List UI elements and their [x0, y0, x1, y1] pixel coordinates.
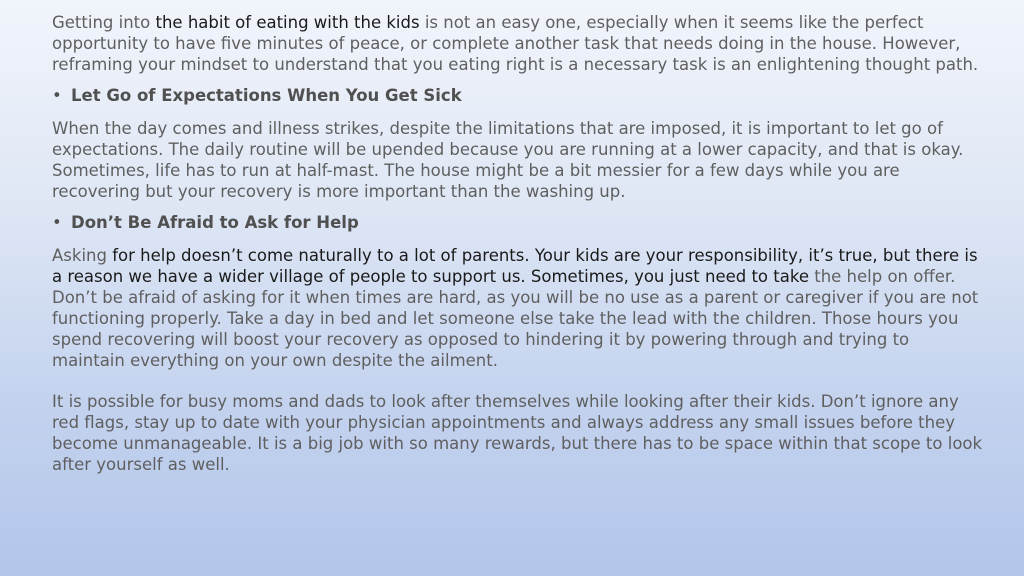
help-lead: Asking [52, 246, 113, 265]
bullet-marker: • [52, 213, 62, 232]
intro-lead: Getting into [52, 13, 156, 32]
bullet-heading-help [52, 212, 984, 233]
expectations-paragraph: When the day comes and illness strikes, despite the limitations that are imposed, it is important to let go of expectations. The daily routine will be upended because you are running at a lower capacity, and that is okay. Sometimes, life has to run at half-mast. The house might be a bit messier for a few days while you are recovering but your recovery is more important than the washing up. [52, 119, 964, 201]
bullet-heading-text: Don’t Be Afraid to Ask for Help [71, 213, 359, 232]
intro-paragraph [52, 12, 984, 75]
intro-rest: is not an easy one, especially when it seems like the perfect opportunity to have five minutes of peace, or complete another task that needs doing in the house. However, reframing your mindset to understand that you eating right is a necessary task is an enlightening thought path. [52, 13, 979, 74]
bullet-heading-expectations [52, 85, 984, 106]
closing-paragraph: It is possible for busy moms and dads to look after themselves while looking after their kids. Don’t ignore any red flags, stay up to date with your physician appointments and always address any small issues before they become unmanageable. It is a big job with so many rewards, but there has to be space within that scope to look after yourself as well. [52, 392, 983, 474]
bullet-heading-text: Let Go of Expectations When You Get Sick [71, 86, 462, 105]
help-rest: the help on offer. Don’t be afraid of asking for it when times are hard, as you will be no use as a parent or caregiver if you are not functioning properly. Take a day in bed and let someone else take the lead with the children. Those hours you spend recovering will boost your recovery as opposed to hindering it by powering through and trying to maintain everything on your own despite the ailment. [52, 267, 979, 370]
help-paragraph [52, 245, 984, 371]
bullet-marker: • [52, 86, 62, 105]
habit-link[interactable]: the habit of eating with the kids [155, 13, 420, 32]
help-link[interactable]: for help doesn’t come naturally to a lot of parents. Your kids are your responsibility, it’s true, but there is a reason we have a wider village of people to support us. Sometimes, you just need to take [52, 246, 978, 286]
